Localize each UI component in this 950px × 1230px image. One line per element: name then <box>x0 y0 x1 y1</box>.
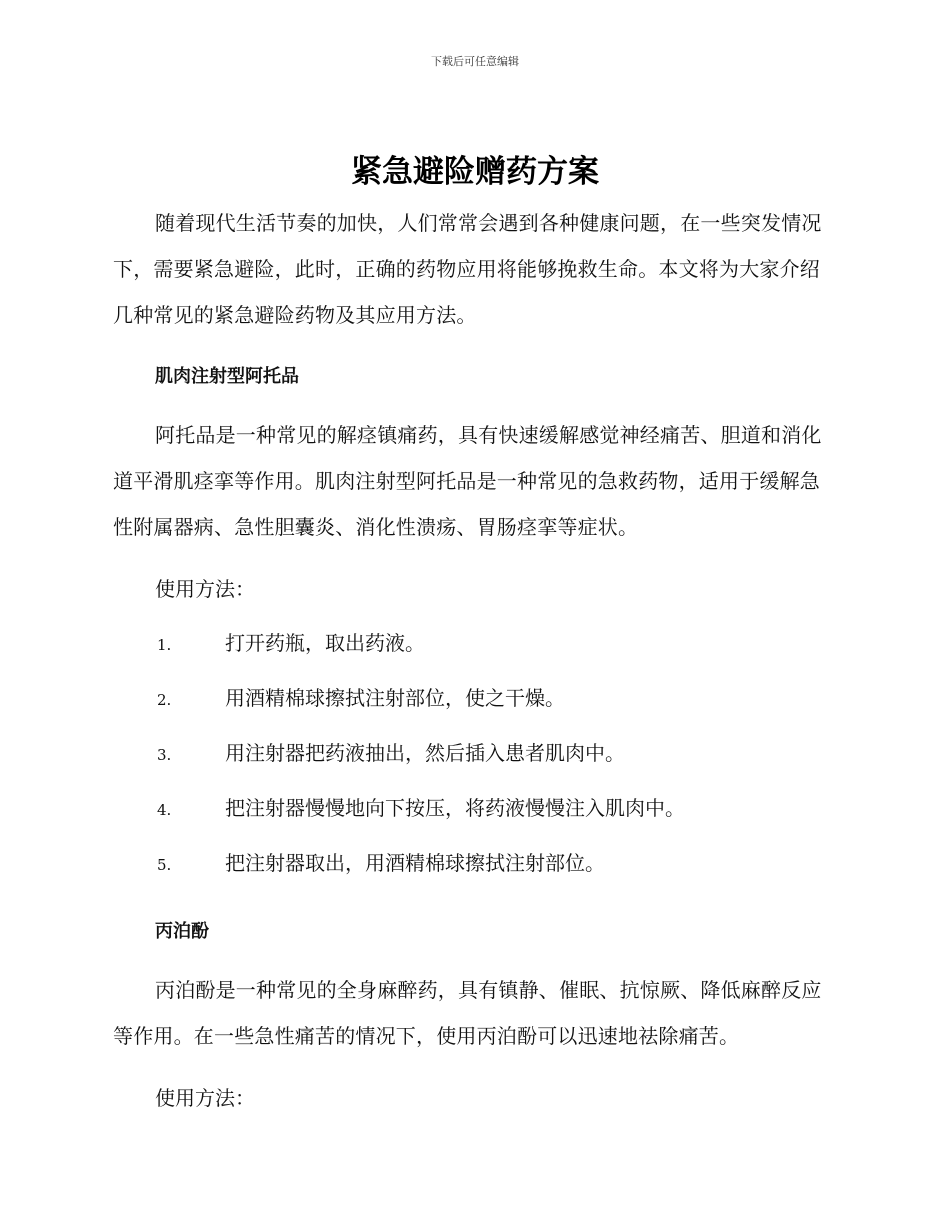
step-number: 4. <box>157 801 172 819</box>
step-text: 用注射器把药液抽出，然后插入患者肌肉中。 <box>225 741 625 765</box>
usage-label: 使用方法： <box>155 577 255 601</box>
list-item <box>113 678 833 733</box>
usage-label: 使用方法： <box>155 1086 255 1110</box>
list-item <box>113 623 833 678</box>
step-number: 1. <box>157 636 172 654</box>
document-body <box>113 200 833 1132</box>
step-text: 用酒精棉球擦拭注射部位，使之干燥。 <box>225 686 565 710</box>
list-item <box>113 843 833 898</box>
list-item <box>113 733 833 788</box>
document-title: 紧急避险赠药方案 <box>351 154 599 190</box>
header-note: 下载后可任意编辑 <box>431 55 519 68</box>
section-heading: 丙泊酚 <box>155 921 209 942</box>
usage-steps-list <box>113 623 833 898</box>
step-text: 打开药瓶，取出药液。 <box>225 631 425 655</box>
step-text: 把注射器取出，用酒精棉球擦拭注射部位。 <box>225 851 605 875</box>
section-description: 阿托品是一种常见的解痉镇痛药，具有快速缓解感觉神经痛苦、胆道和消化道平滑肌痉挛等作用。肌肉注射型阿托品是一种常见的急救药物，适用于缓解急性附属器病、急性胆囊炎、消化性溃疡、胃肠痉挛等症状。 <box>113 423 822 539</box>
step-number: 3. <box>157 746 172 764</box>
step-text: 把注射器慢慢地向下按压，将药液慢慢注入肌肉中。 <box>225 796 685 820</box>
section-heading: 肌肉注射型阿托品 <box>155 366 299 387</box>
intro-paragraph: 随着现代生活节奏的加快，人们常常会遇到各种健康问题，在一些突发情况下，需要紧急避险，此时，正确的药物应用将能够挽救生命。本文将为大家介绍几种常见的紧急避险药物及其应用方法。 <box>113 211 822 327</box>
step-number: 5. <box>157 856 172 874</box>
section-propofol <box>113 912 833 1118</box>
section-description: 丙泊酚是一种常见的全身麻醉药，具有镇静、催眠、抗惊厥、降低麻醉反应等作用。在一些急性痛苦的情况下，使用丙泊酚可以迅速地祛除痛苦。 <box>113 978 822 1048</box>
step-number: 2. <box>157 691 172 709</box>
list-item <box>113 788 833 843</box>
section-atropine <box>113 357 833 898</box>
